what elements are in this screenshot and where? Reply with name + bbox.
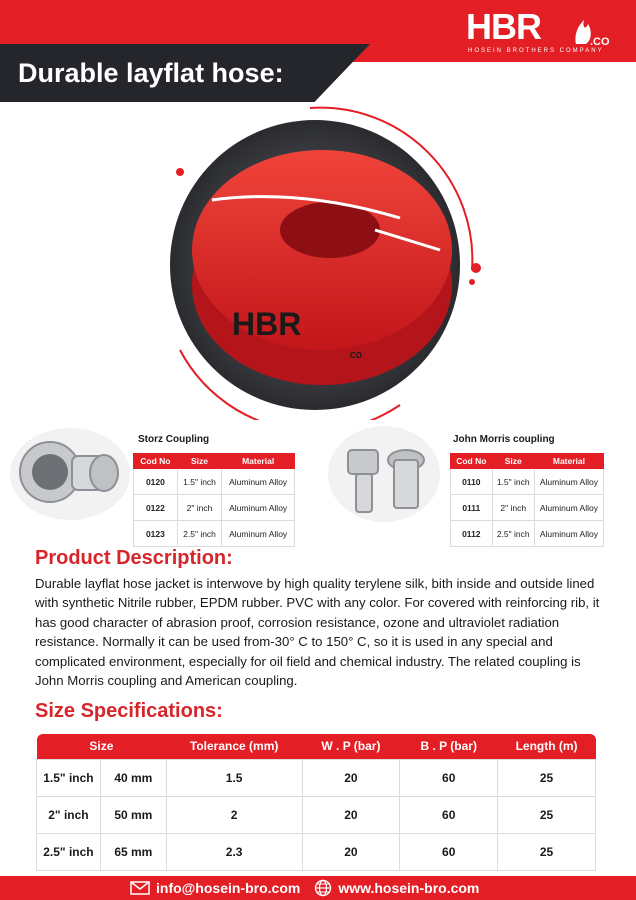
jm-code: 0110	[451, 469, 493, 495]
table-row	[37, 759, 596, 796]
spec-bp: 60	[400, 796, 498, 833]
jm-material: Aluminum Alloy	[534, 495, 603, 521]
jm-header-size: Size	[492, 454, 534, 469]
logo-tagline: HOSEIN BROTHERS COMPANY	[468, 48, 604, 54]
hose-brand-suffix: CO	[350, 351, 362, 360]
email-icon	[130, 881, 150, 895]
table-row	[37, 796, 596, 833]
spec-header-wp: W . P (bar)	[302, 734, 400, 759]
footer-bar	[0, 876, 636, 900]
storz-size: 2.5" inch	[177, 521, 221, 547]
logo-text: HBR	[466, 6, 541, 47]
table-row	[134, 469, 295, 495]
footer-contact	[130, 879, 479, 897]
spec-tolerance: 2.3	[166, 833, 302, 870]
jm-size: 2" inch	[492, 495, 534, 521]
table-row	[134, 495, 295, 521]
jm-size: 2.5" inch	[492, 521, 534, 547]
storz-material: Aluminum Alloy	[222, 495, 295, 521]
email-link[interactable]: info@hosein-bro.com	[156, 880, 301, 896]
table-row	[37, 833, 596, 870]
table-row	[134, 521, 295, 547]
specifications-title: Size Specifications:	[35, 700, 223, 722]
john-morris-coupling-label: John Morris coupling	[453, 434, 555, 445]
storz-size: 2" inch	[177, 495, 221, 521]
spec-header-tolerance: Tolerance (mm)	[166, 734, 302, 759]
john-morris-coupling-image	[326, 420, 444, 524]
jm-material: Aluminum Alloy	[534, 521, 603, 547]
spec-bp: 60	[400, 759, 498, 796]
storz-material: Aluminum Alloy	[222, 521, 295, 547]
spec-size-inch: 2.5" inch	[37, 833, 101, 870]
storz-header-code: Cod No	[134, 454, 178, 469]
globe-icon	[314, 879, 332, 897]
spec-size-mm: 65 mm	[100, 833, 166, 870]
spec-wp: 20	[302, 833, 400, 870]
spec-bp: 60	[400, 833, 498, 870]
description-title: Product Description:	[35, 547, 233, 569]
company-logo	[466, 6, 616, 58]
spec-size-mm: 40 mm	[100, 759, 166, 796]
storz-code: 0123	[134, 521, 178, 547]
spec-length: 25	[498, 833, 596, 870]
storz-table	[133, 453, 295, 547]
john-morris-table	[450, 453, 604, 547]
spec-wp: 20	[302, 759, 400, 796]
spec-tolerance: 1.5	[166, 759, 302, 796]
jm-header-code: Cod No	[451, 454, 493, 469]
storz-code: 0122	[134, 495, 178, 521]
page-title: Durable layflat hose:	[18, 58, 284, 88]
jm-header-material: Material	[534, 454, 603, 469]
spec-wp: 20	[302, 796, 400, 833]
spec-header-length: Length (m)	[498, 734, 596, 759]
website-link[interactable]: www.hosein-bro.com	[338, 880, 480, 896]
storz-material: Aluminum Alloy	[222, 469, 295, 495]
storz-size: 1.5" inch	[177, 469, 221, 495]
spec-tolerance: 2	[166, 796, 302, 833]
storz-coupling-label: Storz Coupling	[138, 434, 210, 445]
spec-header-bp: B . P (bar)	[400, 734, 498, 759]
spec-size-inch: 2" inch	[37, 796, 101, 833]
storz-coupling-image	[8, 422, 132, 522]
logo-suffix: .CO	[590, 36, 610, 48]
hose-roll-image	[150, 100, 490, 420]
jm-size: 1.5" inch	[492, 469, 534, 495]
table-row	[451, 469, 604, 495]
storz-header-size: Size	[177, 454, 221, 469]
spec-header-size: Size	[37, 734, 167, 759]
spec-size-mm: 50 mm	[100, 796, 166, 833]
spec-size-inch: 1.5" inch	[37, 759, 101, 796]
spec-length: 25	[498, 759, 596, 796]
specifications-table	[36, 734, 596, 871]
table-row	[451, 495, 604, 521]
spec-length: 25	[498, 796, 596, 833]
jm-code: 0111	[451, 495, 493, 521]
description-text: Durable layflat hose jacket is interwove by high quality terylene silk, bith inside and outside lined with synthetic Nitrile rubber, EPDM rubber. PVC with any color. For covered with reinforcing rib, it has good character of abrasion proof, corrosion resistance, ozone and ultraviolet radiation resistance. Normally it can be used from-30° C to 150° C, so it is used in any special and complicated environment, especially for oil field and chemical industry. The related coupling is John Morris coupling and American coupling.	[35, 576, 600, 689]
storz-code: 0120	[134, 469, 178, 495]
jm-code: 0112	[451, 521, 493, 547]
hose-brand-text: HBR	[232, 306, 302, 342]
jm-material: Aluminum Alloy	[534, 469, 603, 495]
table-row	[451, 521, 604, 547]
storz-header-material: Material	[222, 454, 295, 469]
